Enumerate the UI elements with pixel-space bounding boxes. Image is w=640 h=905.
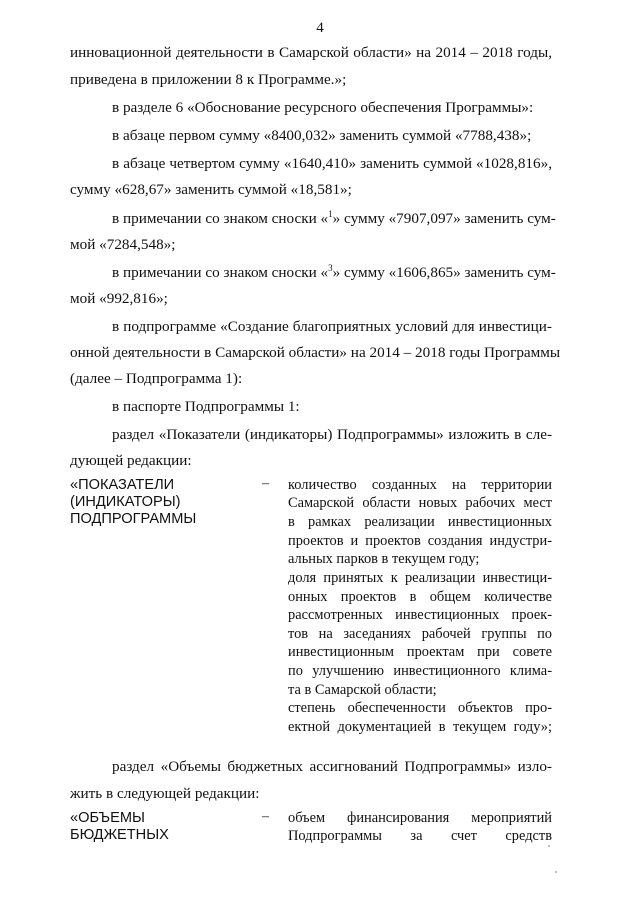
text-line: сумму «628,67» заменить суммой «18,581»; bbox=[70, 181, 352, 198]
text-line: приведена в приложении 8 к Программе.»; bbox=[70, 71, 347, 88]
text-line: в разделе 6 «Обоснование ресурсного обеспечения Программы»: bbox=[112, 99, 534, 116]
text-line: в паспорте Подпрограммы 1: bbox=[112, 398, 300, 415]
section-label: БЮДЖЕТНЫХ bbox=[70, 827, 169, 843]
page-number: 4 bbox=[316, 20, 324, 36]
value-line: альных парков в текущем году; bbox=[288, 551, 480, 567]
section-label: «ОБЪЕМЫ bbox=[70, 810, 145, 826]
footnote-mark: 3 bbox=[328, 263, 333, 273]
value-line: количество созданных на территории bbox=[288, 477, 552, 493]
text-line: в подпрограмме «Создание благоприятных условий для инвестици- bbox=[112, 318, 552, 335]
text-line: жить в следующей редакции: bbox=[70, 785, 260, 802]
section-label: ПОДПРОГРАММЫ bbox=[70, 511, 197, 527]
value-line: тов на заседаниях рабочей группы по bbox=[288, 626, 552, 642]
value-line: проектов и проектов создания индустри- bbox=[288, 533, 552, 549]
value-line: по улучшению инвестиционного клима- bbox=[288, 663, 552, 679]
value-line: Самарской области новых рабочих мест bbox=[288, 495, 552, 511]
text-line: мой «992,816»; bbox=[70, 290, 168, 307]
footnote-paragraph-1 bbox=[112, 211, 556, 226]
footnote-paragraph-3 bbox=[112, 265, 556, 280]
section-label: (ИНДИКАТОРЫ) bbox=[70, 494, 181, 510]
text-line: инновационной деятельности в Самарской области» на 2014 – 2018 годы, bbox=[70, 44, 552, 61]
text-fragment: » сумму «1606,865» заменить сум- bbox=[332, 264, 556, 281]
value-line: доля принятых к реализации инвестици- bbox=[288, 570, 552, 586]
text-line: раздел «Объемы бюджетных ассигнований Подпрограммы» изло- bbox=[112, 758, 552, 775]
value-line: та в Самарской области; bbox=[288, 682, 437, 698]
text-line: в абзаце первом сумму «8400,032» заменить суммой «7788,438»; bbox=[112, 127, 532, 144]
text-line: мой «7284,548»; bbox=[70, 236, 176, 253]
value-line: Подпрограммы за счет средств bbox=[288, 828, 552, 844]
dash-separator: – bbox=[262, 476, 269, 491]
text-line: (далее – Подпрограмма 1): bbox=[70, 370, 243, 387]
value-line: степень обеспеченности объектов про- bbox=[288, 700, 552, 716]
value-line: инвестиционным проектам при совете bbox=[288, 644, 552, 660]
section-label: «ПОКАЗАТЕЛИ bbox=[70, 477, 175, 493]
value-line: ектной документацией в текущем году»; bbox=[288, 719, 552, 735]
footnote-mark: 1 bbox=[328, 209, 333, 219]
value-line: объем финансирования мероприятий bbox=[288, 810, 552, 826]
dash-separator: – bbox=[262, 809, 269, 824]
text-fragment: в примечании со знаком сноски « bbox=[112, 264, 329, 281]
value-line: рассмотренных инвестиционных проек- bbox=[288, 607, 552, 623]
value-line: онных проектов в общем количестве bbox=[288, 589, 552, 605]
text-line: раздел «Показатели (индикаторы) Подпрограммы» изложить в сле- bbox=[112, 426, 552, 443]
text-fragment: » сумму «7907,097» заменить сум- bbox=[332, 210, 556, 227]
value-line: в рамках реализации инвестиционных bbox=[288, 514, 552, 530]
text-line: в абзаце четвертом сумму «1640,410» заменить суммой «1028,816», bbox=[112, 155, 552, 172]
scan-speck bbox=[555, 871, 557, 873]
text-fragment: в примечании со знаком сноски « bbox=[112, 210, 329, 227]
text-line: онной деятельности в Самарской области» на 2014 – 2018 годы Программы bbox=[70, 344, 561, 361]
scan-speck bbox=[548, 845, 550, 847]
text-line: дующей редакции: bbox=[70, 452, 192, 469]
